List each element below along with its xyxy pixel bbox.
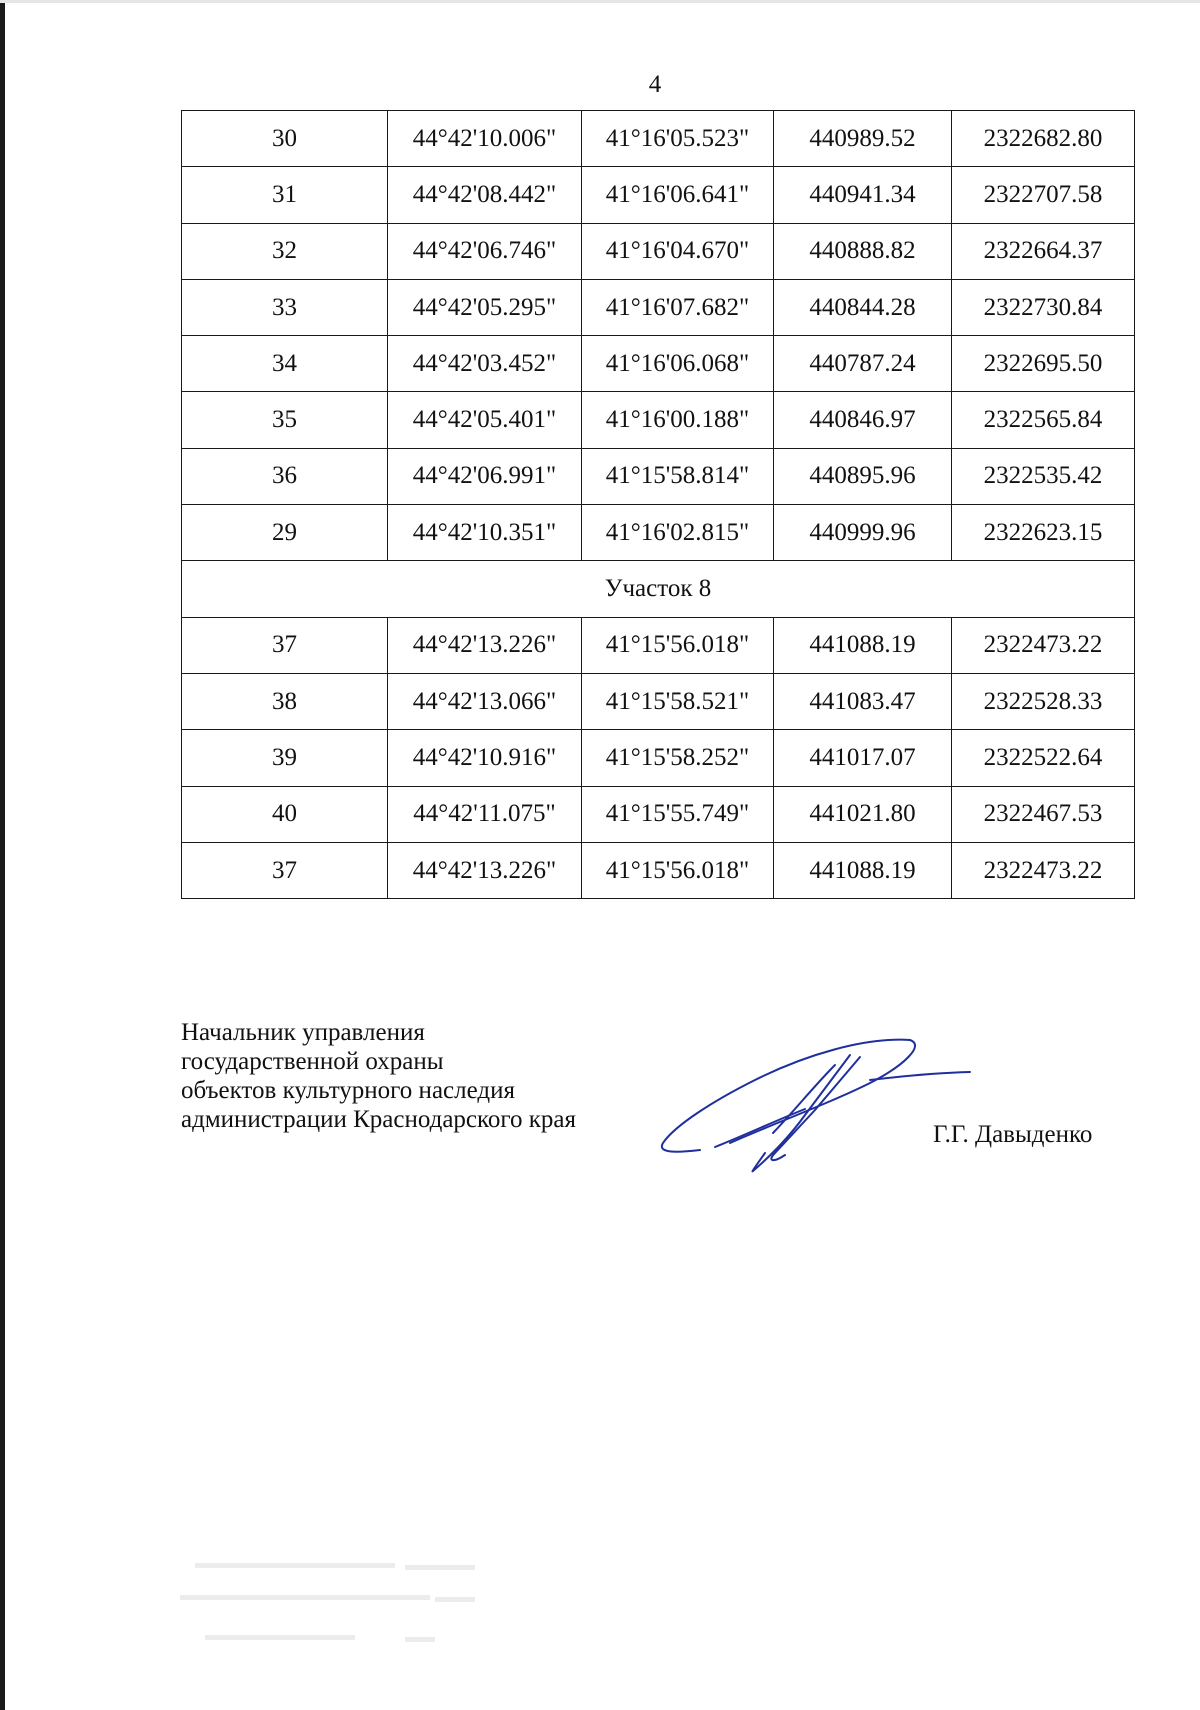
scan-edge-top: [0, 0, 1200, 3]
longitude-cell: 41°15'56.018": [582, 617, 774, 673]
table-row: [182, 505, 1135, 561]
x-coordinate-cell: 440999.96: [774, 505, 952, 561]
longitude-cell: 41°15'58.252": [582, 730, 774, 786]
latitude-cell: 44°42'10.351": [388, 505, 582, 561]
point-number-cell: 37: [182, 842, 388, 898]
longitude-cell: 41°15'58.814": [582, 448, 774, 504]
y-coordinate-cell: 2322528.33: [952, 673, 1135, 729]
point-number-cell: 40: [182, 786, 388, 842]
latitude-cell: 44°42'13.066": [388, 673, 582, 729]
table-row: [182, 617, 1135, 673]
point-number-cell: 32: [182, 223, 388, 279]
y-coordinate-cell: 2322535.42: [952, 448, 1135, 504]
y-coordinate-cell: 2322473.22: [952, 842, 1135, 898]
latitude-cell: 44°42'06.746": [388, 223, 582, 279]
longitude-cell: 41°15'56.018": [582, 842, 774, 898]
longitude-cell: 41°16'00.188": [582, 392, 774, 448]
point-number-cell: 30: [182, 111, 388, 167]
signatory-title-line: Начальник управления: [181, 1019, 425, 1046]
table-row: [182, 392, 1135, 448]
longitude-cell: 41°16'06.068": [582, 336, 774, 392]
point-number-cell: 37: [182, 617, 388, 673]
x-coordinate-cell: 441088.19: [774, 617, 952, 673]
coordinates-table: [181, 110, 1135, 899]
point-number-cell: 38: [182, 673, 388, 729]
section-header-row: [182, 561, 1135, 617]
handwritten-signature: [655, 1035, 975, 1175]
signatory-title: [181, 1018, 576, 1134]
x-coordinate-cell: 440844.28: [774, 279, 952, 335]
table-row: [182, 167, 1135, 223]
scan-edge-left: [0, 0, 5, 1710]
table-row: [182, 448, 1135, 504]
y-coordinate-cell: 2322682.80: [952, 111, 1135, 167]
latitude-cell: 44°42'10.006": [388, 111, 582, 167]
faint-stamp-residue: [175, 1555, 495, 1675]
longitude-cell: 41°16'02.815": [582, 505, 774, 561]
x-coordinate-cell: 441083.47: [774, 673, 952, 729]
y-coordinate-cell: 2322565.84: [952, 392, 1135, 448]
point-number-cell: 34: [182, 336, 388, 392]
y-coordinate-cell: 2322664.37: [952, 223, 1135, 279]
point-number-cell: 31: [182, 167, 388, 223]
longitude-cell: 41°16'04.670": [582, 223, 774, 279]
x-coordinate-cell: 440989.52: [774, 111, 952, 167]
longitude-cell: 41°15'58.521": [582, 673, 774, 729]
table-row: [182, 111, 1135, 167]
signatory-name: Г.Г. Давыденко: [933, 1121, 1093, 1148]
point-number-cell: 33: [182, 279, 388, 335]
point-number-cell: 35: [182, 392, 388, 448]
y-coordinate-cell: 2322522.64: [952, 730, 1135, 786]
point-number-cell: 29: [182, 505, 388, 561]
longitude-cell: 41°16'06.641": [582, 167, 774, 223]
table-row: [182, 842, 1135, 898]
latitude-cell: 44°42'08.442": [388, 167, 582, 223]
point-number-cell: 39: [182, 730, 388, 786]
table-row: [182, 786, 1135, 842]
x-coordinate-cell: 440787.24: [774, 336, 952, 392]
latitude-cell: 44°42'11.075": [388, 786, 582, 842]
table-row: [182, 223, 1135, 279]
x-coordinate-cell: 441017.07: [774, 730, 952, 786]
table-row: [182, 279, 1135, 335]
x-coordinate-cell: 440895.96: [774, 448, 952, 504]
section-title: Участок 8: [182, 561, 1135, 617]
latitude-cell: 44°42'05.401": [388, 392, 582, 448]
latitude-cell: 44°42'03.452": [388, 336, 582, 392]
signatory-title-line: объектов культурного наследия: [181, 1077, 515, 1104]
page-number: 4: [648, 71, 662, 98]
y-coordinate-cell: 2322473.22: [952, 617, 1135, 673]
latitude-cell: 44°42'13.226": [388, 617, 582, 673]
y-coordinate-cell: 2322695.50: [952, 336, 1135, 392]
latitude-cell: 44°42'05.295": [388, 279, 582, 335]
longitude-cell: 41°16'05.523": [582, 111, 774, 167]
table-row: [182, 673, 1135, 729]
x-coordinate-cell: 440888.82: [774, 223, 952, 279]
y-coordinate-cell: 2322730.84: [952, 279, 1135, 335]
y-coordinate-cell: 2322467.53: [952, 786, 1135, 842]
x-coordinate-cell: 441088.19: [774, 842, 952, 898]
coordinates-table-body: [182, 111, 1135, 899]
y-coordinate-cell: 2322623.15: [952, 505, 1135, 561]
table-row: [182, 336, 1135, 392]
latitude-cell: 44°42'06.991": [388, 448, 582, 504]
table-row: [182, 730, 1135, 786]
signatory-title-line: государственной охраны: [181, 1048, 444, 1075]
point-number-cell: 36: [182, 448, 388, 504]
y-coordinate-cell: 2322707.58: [952, 167, 1135, 223]
signatory-title-line: администрации Краснодарского края: [181, 1106, 577, 1133]
longitude-cell: 41°16'07.682": [582, 279, 774, 335]
x-coordinate-cell: 440846.97: [774, 392, 952, 448]
latitude-cell: 44°42'10.916": [388, 730, 582, 786]
x-coordinate-cell: 441021.80: [774, 786, 952, 842]
longitude-cell: 41°15'55.749": [582, 786, 774, 842]
x-coordinate-cell: 440941.34: [774, 167, 952, 223]
latitude-cell: 44°42'13.226": [388, 842, 582, 898]
